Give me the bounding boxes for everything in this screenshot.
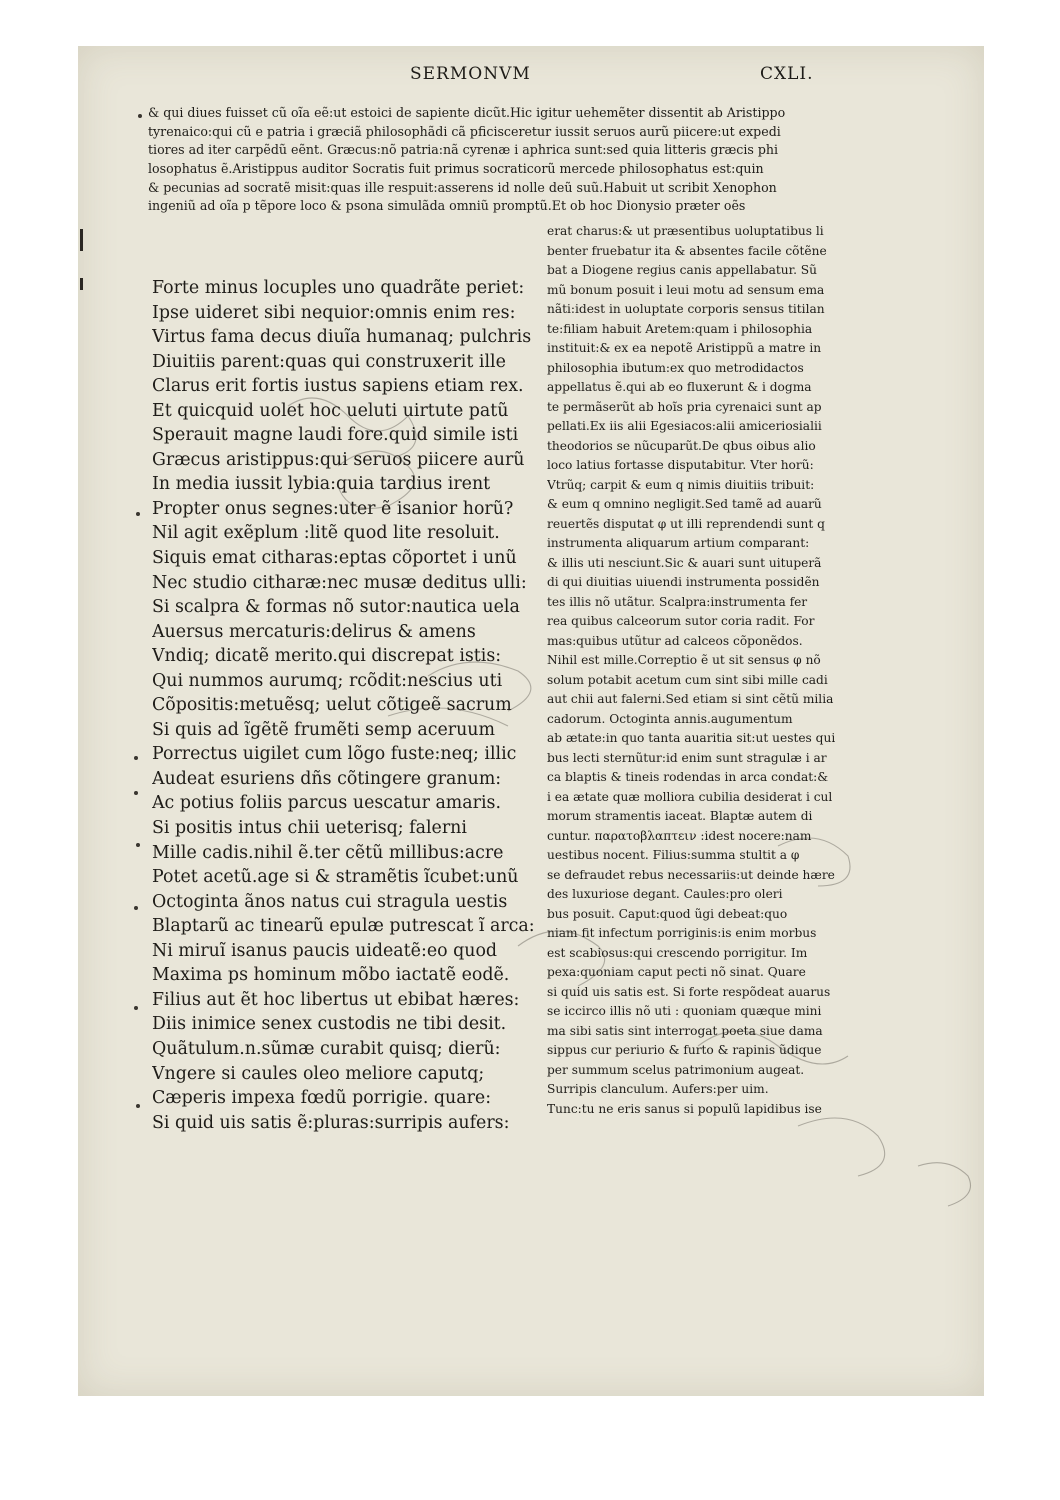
commentary-line: & pecunias ad socratẽ misit:quas ille respuit:asserens id nolle deũ suũ.Habuit ut scribit Xenophon xyxy=(148,179,777,195)
gloss-line: bat a Diogene regius canis appellabatur. Sũ xyxy=(547,263,818,277)
verse-line: Sperauit magne laudi fore.quid simile isti xyxy=(152,425,519,446)
gloss-line: reuertẽs disputat φ ut illi reprendendi sunt q xyxy=(547,516,825,531)
gloss-line: benter fruebatur ita & absentes facile cõtẽne xyxy=(547,243,827,258)
commentary-line: & qui diues fuisset cũ oĩa eẽ:ut estoici de sapiente dicũt.Hic igitur uehemẽter dissentit ab Aristippo xyxy=(148,105,786,120)
verse-line: Octoginta ãnos natus cui stragula uestis xyxy=(152,891,508,912)
gloss-line: mũ bonum posuit i leui motu ad sensum ema xyxy=(547,282,825,297)
gloss-line: aut chii aut falerni.Sed etiam si sint cẽtũ milia xyxy=(547,692,834,706)
gloss-line: erat charus:& ut præsentibus uoluptatibus li xyxy=(547,224,824,238)
verse-line: Siquis emat citharas:eptas cõportet i unũ xyxy=(152,548,517,569)
margin-dot xyxy=(136,843,140,847)
verse-line: Propter onus segnes:uter ẽ isanior horũ? xyxy=(152,498,514,519)
verse-line: Auersus mercaturis:delirus & amens xyxy=(152,621,476,642)
gloss-line: theodorios se nũcuparũt.De qbus oibus alio xyxy=(547,438,816,453)
verse-line: Cõpositis:metuẽsq; uelut cõtigeẽ sacrum xyxy=(152,695,512,716)
gloss-line: ab ætate:in quo tanta auaritia sit:ut uestes qui xyxy=(547,731,836,745)
gloss-line: tes illis nõ utãtur. Scalpra:instrumenta fer xyxy=(547,594,808,609)
gloss-line: ma sibi satis sint interrogat poeta siue dama xyxy=(547,1023,823,1038)
gloss-line: instituit:& ex ea nepotẽ Aristippũ a matre in xyxy=(547,341,822,355)
gloss-line: uestibus nocent. Filius:summa stultit a φ xyxy=(547,848,800,862)
gloss-line: te:filiam habuit Aretem:quam i philosophia xyxy=(547,321,813,336)
folio-number: CXLI. xyxy=(760,64,814,84)
gloss-line: cadorum. Octoginta annis.augumentum xyxy=(547,711,793,726)
commentary-right-column xyxy=(547,222,897,1119)
gloss-line: ca blaptis & tineis rodendas in arca condat:& xyxy=(547,770,829,784)
verse-line: Diis inimice senex custodis ne tibi desit. xyxy=(152,1014,507,1035)
manuscript-page xyxy=(78,46,984,1396)
margin-dot xyxy=(134,756,138,760)
verse-line: Virtus fama decus diuĩa humanaq; pulchris xyxy=(152,327,532,348)
gloss-line: loco latius fortasse disputabitur. Vter horũ: xyxy=(547,458,814,472)
verse-line: Si scalpra & formas nõ sutor:nautica uela xyxy=(152,597,520,618)
gloss-line: sippus cur periurio & furto & rapinis ũdique xyxy=(547,1043,822,1057)
margin-dot xyxy=(138,114,142,118)
verse-line: Si quis ad ĩgẽtẽ frumẽti semp aceruum xyxy=(152,719,495,740)
verse-line: Diuitiis parent:quas qui construxerit ille xyxy=(152,351,506,372)
commentary-line: tyrenaico:qui cũ e patria i græciã philosophãdi cã pficisceretur iussit seruos aurũ piicere:ut expedi xyxy=(148,123,781,139)
verse-line: Forte minus locuples uno quadrãte periet: xyxy=(152,278,525,298)
edge-mark xyxy=(80,278,83,290)
gloss-line: per summum scelus patrimonium augeat. xyxy=(547,1062,805,1077)
margin-dot xyxy=(134,1006,138,1010)
verse-line: Potet acetũ.age si & stramẽtis ĩcubet:unũ xyxy=(152,867,519,888)
gloss-line: se iccirco illis nõ uti : quoniam quæque mini xyxy=(547,1004,822,1018)
verse-line: Ni miruĩ isanus paucis uideatẽ:eo quod xyxy=(152,940,498,961)
gloss-line: niam fit infectum porriginis:is enim morbus xyxy=(547,926,817,940)
verse-line: Clarus erit fortis iustus sapiens etiam rex. xyxy=(152,376,524,397)
show-through xyxy=(228,1156,558,1216)
verse-line: Maxima ps hominum mõbo iactatẽ eodẽ. xyxy=(152,965,510,986)
gloss-line: Surripis clanculum. Aufers:per uim. xyxy=(547,1082,769,1096)
gloss-line: philosophia ibutum:ex quo metrodidactos xyxy=(547,360,804,375)
gloss-line: pellati.Ex iis alii Egesiacos:alii amiceriosialii xyxy=(547,419,822,433)
verse-line: Ac potius foliis parcus uescatur amaris. xyxy=(152,793,501,814)
gloss-line: di qui diuitias uiuendi instrumenta possidẽn xyxy=(547,575,820,589)
verse-line: Græcus aristippus:qui seruos piicere aurũ xyxy=(152,449,525,470)
verse-line: Quãtulum.n.sũmæ curabit quisq; dierũ: xyxy=(152,1038,501,1059)
gloss-line: cuntur. παρατοβλαπτειν :idest nocere:nam xyxy=(547,828,812,843)
gloss-line: bus posuit. Caput:quod ũgi debeat:quo xyxy=(547,906,788,921)
margin-dot xyxy=(134,791,138,795)
gloss-line: mas:quibus utũtur ad calceos cõponẽdos. xyxy=(547,633,803,648)
gloss-line: & illis uti nesciunt.Sic & auari sunt uituperã xyxy=(547,555,822,570)
verse-line: Et quicquid uolet hoc ueluti uirtute patũ xyxy=(152,400,509,421)
gloss-line: morum stramentis iaceat. Blaptæ autem di xyxy=(547,809,813,823)
verse-line: Si positis intus chii ueterisq; falerni xyxy=(152,818,467,839)
verse-line: Blaptarũ ac tinearũ epulæ putrescat ĩ arca: xyxy=(152,916,535,937)
verse-column xyxy=(152,276,542,1135)
verse-line: Ipse uideret sibi nequior:omnis enim res: xyxy=(152,302,516,323)
verse-line: Vndiq; dicatẽ merito.qui discrepat istis: xyxy=(152,646,502,667)
commentary-top-block xyxy=(148,104,968,216)
gloss-line: Nihil est mille.Correptio ẽ ut sit sensus φ nõ xyxy=(547,653,821,667)
margin-dot xyxy=(136,1104,140,1108)
gloss-line: bus lecti sternũtur:id enim sunt stragulæ i ar xyxy=(547,750,827,765)
verse-line: Mille cadis.nihil ẽ.ter cẽtũ millibus:acre xyxy=(152,842,504,863)
edge-mark xyxy=(80,229,83,251)
verse-line: Qui nummos aurumq; rcõdit:nescius uti xyxy=(152,670,503,691)
gloss-line: appellatus ẽ.qui ab eo fluxerunt & i dogma xyxy=(547,380,812,394)
margin-dot xyxy=(134,906,138,910)
commentary-line: losophatus ẽ.Aristippus auditor Socratis fuit primus socraticorũ mercede philosophatus est:quin xyxy=(148,161,764,177)
verse-line: Si quid uis satis ẽ:pluras:surripis aufers: xyxy=(152,1112,510,1133)
commentary-line: tiores ad iter carpẽdũ eẽnt. Græcus:nõ patria:nã cyrenæ i aphrica sunt:sed quia litteris græcis phi xyxy=(148,142,779,158)
margin-dot xyxy=(136,512,140,516)
gloss-line: te permãserũt ab hoĩs pria cyrenaici sunt ap xyxy=(547,399,822,414)
gloss-line: solum potabit acetum cum sint sibi mille cadi xyxy=(547,672,828,687)
gloss-line: se defraudet rebus necessariis:ut deinde hære xyxy=(547,867,835,882)
gloss-line: si quid uis satis est. Si forte respõdeat auarus xyxy=(547,984,831,999)
verse-line: Nec studio citharæ:nec musæ deditus ulli: xyxy=(152,572,527,593)
gloss-line: & eum q omnino negligit.Sed tamẽ ad auarũ xyxy=(547,497,822,511)
verse-line: Porrectus uigilet cum lõgo fuste:neq; illic xyxy=(152,744,517,765)
verse-line: Cæperis impexa fœdũ porrigie. quare: xyxy=(152,1088,492,1109)
gloss-line: Vtrũq; carpit & eum q nimis diuitiis tribuit: xyxy=(547,477,815,492)
verse-line: Vngere si caules oleo meliore caputq; xyxy=(152,1063,485,1084)
verse-line: Filius aut ẽt hoc libertus ut ebibat hæres: xyxy=(152,989,520,1010)
verse-line: Nil agit exẽplum :litẽ quod lite resoluit. xyxy=(152,523,500,544)
gloss-line: des luxuriose degant. Caules:pro oleri xyxy=(547,887,783,901)
commentary-line: ingeniũ ad oĩa p tẽpore loco & psona simulãda omniũ promptũ.Et ob hoc Dionysio præter oẽs xyxy=(148,198,746,214)
verse-line: In media iussit lybia:quia tardius irent xyxy=(152,474,491,495)
running-title: SERMONVM xyxy=(410,64,531,84)
gloss-line: est scabiosus:qui crescendo porrigitur. Im xyxy=(547,945,808,960)
gloss-line: pexa:quoniam caput pecti nõ sinat. Quare xyxy=(547,965,806,979)
gloss-line: rea quibus calceorum sutor coria radit. For xyxy=(547,614,815,628)
gloss-line: instrumenta aliquarum artium comparant: xyxy=(547,536,810,550)
gloss-line: nãti:idest in uoluptate corporis sensus titilan xyxy=(547,302,825,316)
verse-line: Audeat esuriens dñs cõtingere granum: xyxy=(152,768,502,789)
gloss-line: i ea ætate quæ molliora cubilia desiderat i cul xyxy=(547,789,833,804)
gloss-line: Tunc:tu ne eris sanus si populũ lapidibus ise xyxy=(547,1101,822,1116)
